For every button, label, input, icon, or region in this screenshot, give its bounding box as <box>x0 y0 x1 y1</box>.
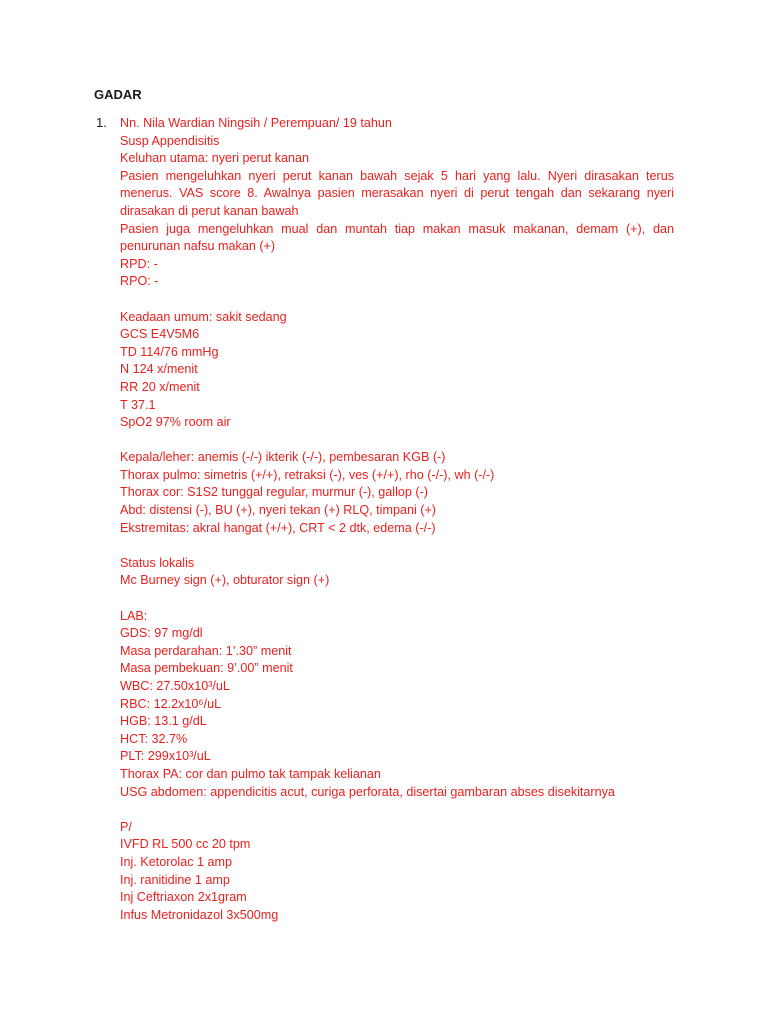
vital-pulse: N 124 x/menit <box>120 362 198 377</box>
list-item-number: 1. <box>96 115 107 130</box>
vital-temperature: T 37.1 <box>120 397 156 412</box>
local-status-heading: Status lokalis <box>120 555 195 570</box>
vital-respiratory-rate: RR 20 x/menit <box>120 379 200 394</box>
lab-hct: HCT: 32.7% <box>120 731 188 746</box>
patient-identity: Nn. Nila Wardian Ningsih / Perempuan/ 19 tahun <box>120 116 392 130</box>
past-medication-history: RPO: - <box>120 274 159 289</box>
lab-bleeding-time: Masa perdarahan: 1’.30” menit <box>120 643 292 658</box>
history-line-2: menerus. VAS score 8. Awalnya pasien merasakan nyeri di perut tengah dan sekarang nyeri <box>120 186 674 201</box>
exam-thorax-pulmo: Thorax pulmo: simetris (+/+), retraksi (-), ves (+/+), rho (-/-), wh (-/-) <box>120 467 495 482</box>
chief-complaint: Keluhan utama: nyeri perut kanan <box>120 151 310 166</box>
lab-hgb: HGB: 13.1 g/dL <box>120 714 207 729</box>
general-condition: Keadaan umum: sakit sedang <box>120 309 287 324</box>
plan-metronidazol: Infus Metronidazol 3x500mg <box>120 907 279 922</box>
history-line-4: Pasien juga mengeluhkan mual dan muntah tiap makan masuk makanan, demam (+), dan <box>120 221 674 236</box>
spacer <box>120 291 674 309</box>
plan-ketorolac: Inj. Ketorolac 1 amp <box>120 854 233 869</box>
plan-ranitidine: Inj. ranitidine 1 amp <box>120 872 230 887</box>
exam-extremities: Ekstremitas: akral hangat (+/+), CRT < 2 dtk, edema (-/-) <box>120 520 436 535</box>
plan-ceftriaxon: Inj Ceftriaxon 2x1gram <box>120 890 247 905</box>
lab-heading: LAB: <box>120 608 148 623</box>
past-medical-history: RPD: - <box>120 256 158 271</box>
lab-plt: PLT: 299x10³/uL <box>120 749 211 764</box>
spacer <box>120 432 674 450</box>
exam-abdomen: Abd: distensi (-), BU (+), nyeri tekan (+) RLQ, timpani (+) <box>120 503 436 518</box>
plan-ivfd: IVFD RL 500 cc 20 tpm <box>120 837 251 852</box>
imaging-usg: USG abdomen: appendicitis acut, curiga perforata, disertai gambaran abses disekitarnya <box>120 784 615 799</box>
document-heading: GADAR <box>94 87 142 102</box>
history-line-3: dirasakan di perut kanan bawah <box>120 203 299 218</box>
vital-gcs: GCS E4V5M6 <box>120 327 200 342</box>
lab-wbc: WBC: 27.50x10³/uL <box>120 679 230 693</box>
spacer <box>120 801 674 819</box>
plan-heading: P/ <box>120 819 132 834</box>
history-line-1: Pasien mengeluhkan nyeri perut kanan bawah sejak 5 hari yang lalu. Nyeri dirasakan terus <box>120 168 674 183</box>
spacer <box>120 537 674 555</box>
working-diagnosis: Susp Appendisitis <box>120 133 220 148</box>
exam-thorax-cor: Thorax cor: S1S2 tunggal regular, murmur (-), gallop (-) <box>120 485 428 500</box>
spacer <box>120 590 674 608</box>
local-status-signs: Mc Burney sign (+), obturator sign (+) <box>120 573 330 588</box>
history-line-5: penurunan nafsu makan (+) <box>120 239 276 254</box>
lab-gds: GDS: 97 mg/dl <box>120 626 203 641</box>
vital-spo2: SpO2 97% room air <box>120 415 231 430</box>
lab-clotting-time: Masa pembekuan: 9’.00” menit <box>120 661 293 676</box>
exam-head-neck: Kepala/leher: anemis (-/-) ikterik (-/-), pembesaran KGB (-) <box>120 450 446 465</box>
lab-rbc: RBC: 12.2x10⁶/uL <box>120 696 222 711</box>
vital-blood-pressure: TD 114/76 mmHg <box>120 344 219 359</box>
imaging-thorax: Thorax PA: cor dan pulmo tak tampak kelianan <box>120 766 381 781</box>
case-notes <box>120 115 674 924</box>
